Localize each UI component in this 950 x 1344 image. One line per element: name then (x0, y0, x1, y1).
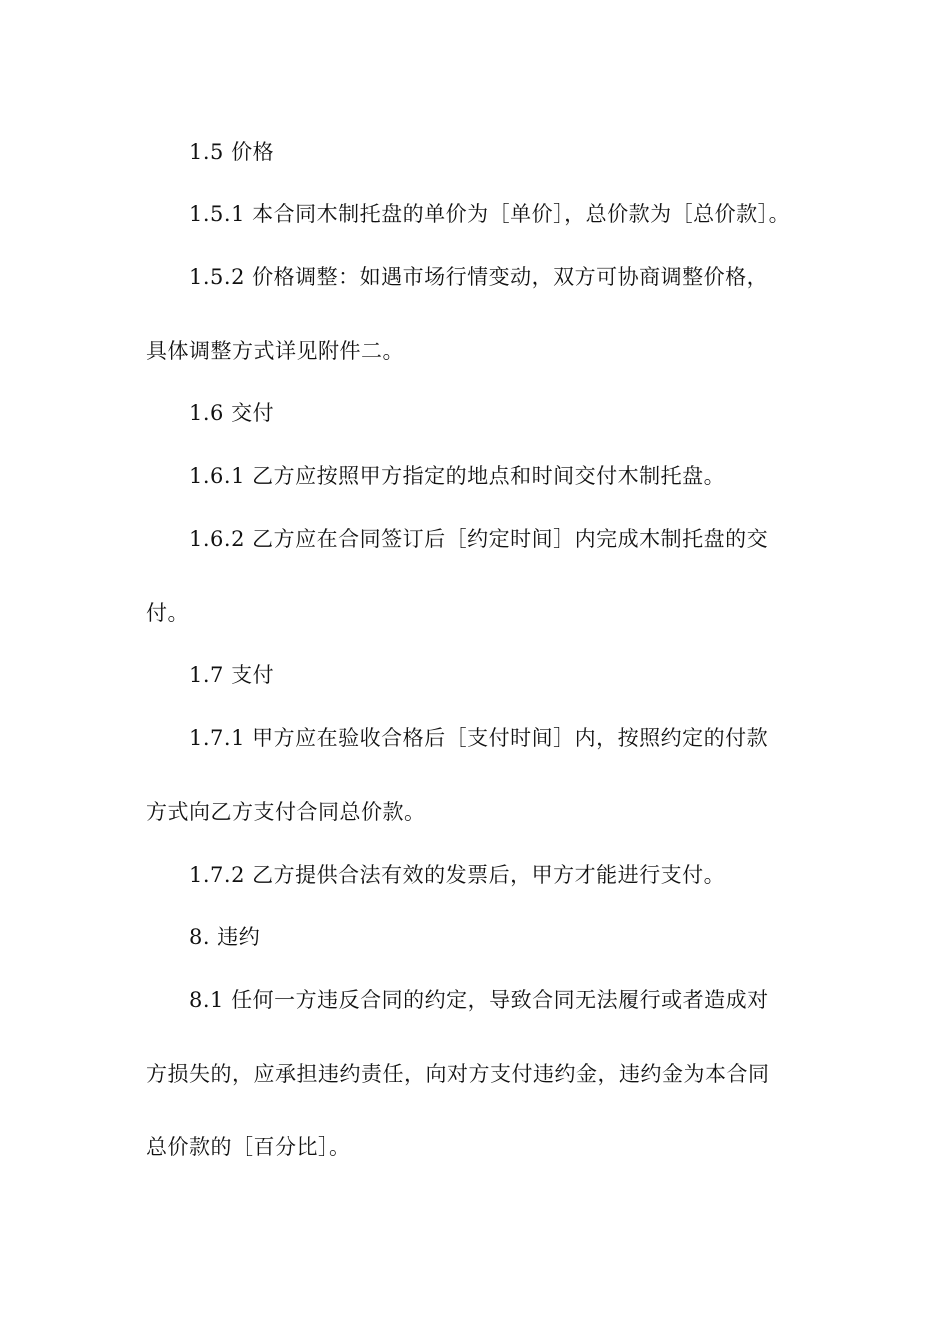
section-heading-1-6: 1.6 交付 (189, 401, 275, 425)
section-heading-8: 8. 违约 (189, 925, 261, 949)
clause-1-7-2: 1.7.2 乙方提供合法有效的发票后，甲方才能进行支付。 (189, 863, 726, 887)
clause-1-6-2: 1.6.2 乙方应在合同签订后［约定时间］内完成木制托盘的交 (189, 527, 769, 551)
clause-1-7-1: 1.7.1 甲方应在验收合格后［支付时间］内，按照约定的付款 (189, 726, 769, 750)
section-heading-1-5: 1.5 价格 (189, 140, 275, 164)
clause-1-6-2-continued: 付。 (146, 601, 189, 625)
clause-1-5-2-continued: 具体调整方式详见附件二。 (146, 339, 404, 363)
clause-8-1-continued-1: 方损失的，应承担违约责任，向对方支付违约金，违约金为本合同 (146, 1062, 770, 1086)
clause-8-1-continued-2: 总价款的［百分比］。 (146, 1135, 351, 1159)
clause-1-7-1-continued: 方式向乙方支付合同总价款。 (146, 800, 426, 824)
clause-1-6-1: 1.6.1 乙方应按照甲方指定的地点和时间交付木制托盘。 (189, 464, 726, 488)
clause-8-1: 8.1 任何一方违反合同的约定，导致合同无法履行或者造成对 (189, 988, 769, 1012)
section-heading-1-7: 1.7 支付 (189, 663, 275, 687)
clause-1-5-1: 1.5.1 本合同木制托盘的单价为［单价］，总价款为［总价款］。 (189, 202, 791, 226)
clause-1-5-2: 1.5.2 价格调整：如遇市场行情变动，双方可协商调整价格， (189, 265, 769, 289)
